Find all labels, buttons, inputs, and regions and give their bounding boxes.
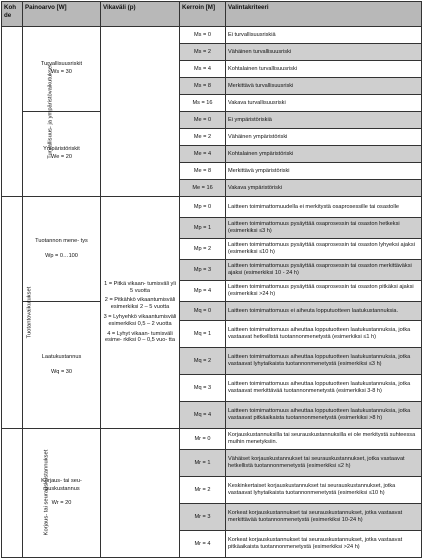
criterion-cell: Merkittävä turvallisuusriski (226, 78, 422, 95)
weight-value: Wr = 20 (51, 500, 72, 507)
category-tuotanto: Tuotantovaikutukset (2, 197, 23, 429)
criterion-cell: Vähäiset korjauskustannukset tai seurauskustannukset, jotka vastaavat hetkellistä tuotannonmenetystä (esimerkiksi ≤2 h) (226, 450, 422, 477)
kerroin-cell: Mq = 1 (180, 321, 226, 348)
table-row (2, 27, 422, 44)
interval-column (101, 197, 180, 429)
weight-name: Korjaus- tai seu- rauskustannus (41, 478, 82, 492)
kerroin-cell: Me = 2 (180, 129, 226, 146)
criterion-cell: Ei ympäristöriskiä (226, 112, 422, 129)
kerroin-cell: Mr = 0 (180, 429, 226, 450)
kerroin-cell: Ms = 4 (180, 61, 226, 78)
criterion-cell: Laitteen toimimattomuudella ei merkitystä osaprosessille tai osastolle (226, 197, 422, 218)
kerroin-cell: Mp = 0 (180, 197, 226, 218)
criterion-cell: Merkittävä ympäristöriski (226, 163, 422, 180)
criterion-cell: Kohtalainen ympäristöriski (226, 146, 422, 163)
interval-empty-bottom (101, 429, 180, 558)
kerroin-cell: Mp = 4 (180, 281, 226, 302)
interval-p2: 2 = Pitkähkö vikaantumisväli esimerkiksi 2 – 5 vuotta (104, 297, 176, 311)
weight-korjauskustannus (23, 429, 101, 558)
criterion-cell: Vähäinen ympäristöriski (226, 129, 422, 146)
weight-value: Wq = 30 (51, 368, 72, 375)
table-header-row (2, 2, 422, 27)
criterion-cell: Laitteen toimimattomuus aiheuttaa lopputuotteen laatukustannuksia, jotka vastaavat pitkäaikaista tuotannonmenetystä (esimerkiksi >8 h) (226, 402, 422, 429)
kerroin-cell: Mr = 1 (180, 450, 226, 477)
kerroin-cell: Mq = 2 (180, 348, 226, 375)
weight-value: Ws = 30 (51, 69, 72, 75)
weight-laatukustannus (23, 302, 101, 429)
kerroin-cell: Ms = 0 (180, 27, 226, 44)
criterion-cell: Laitteen toimimattomuus pysäyttää osaprosessin tai osaston merkittäväksi ajaksi (esimerkiksi 10 - 24 h) (226, 260, 422, 281)
kerroin-cell: Me = 8 (180, 163, 226, 180)
kerroin-cell: Mq = 4 (180, 402, 226, 429)
criterion-cell: Laitteen toimimattomuus aiheuttaa lopputuotteen laatukustannuksia, jotka vastaavat hetkellistä tuotannonmenetystä (esimerkiksi ≤1 h) (226, 321, 422, 348)
header-valintakriteeri: Valintakriteeri (226, 2, 422, 27)
weight-value: We = 20 (51, 154, 72, 160)
criterion-cell: Keskinkertaiset korjauskustannukset tai seurauskustannukset, jotka vastaavat lyhytaikaista tuotannonmenetystä (esimerkiksi ≤10 h) (226, 477, 422, 504)
interval-p4: 4 = Lyhyt vikaan- tumisväli esime- rkiksi 0 – 0,5 vuo- tta (105, 330, 175, 344)
weight-tuotannon-menetys (23, 197, 101, 302)
criticality-table (1, 1, 422, 558)
interval-empty-top (101, 27, 180, 197)
kerroin-cell: Mr = 2 (180, 477, 226, 504)
category-korjaus: Korjaus- tai seurauskustannukset (2, 429, 23, 558)
criterion-cell: Korkeat korjauskustannukset tai seurauskustannukset, jotka vastaavat merkittävää tuotannonmenetystä (esimerkiksi 10-24 h) (226, 504, 422, 531)
criterion-cell: Vähäinen turvallisuusriski (226, 44, 422, 61)
interval-p3: 3 = Lyhyehkö vikaantumisväli esimerkiksi 0,5 – 2 vuotta (103, 314, 177, 327)
kerroin-cell: Mp = 3 (180, 260, 226, 281)
kerroin-cell: Mr = 3 (180, 504, 226, 531)
table-row (2, 112, 422, 129)
table-row (2, 197, 422, 218)
kerroin-cell: Me = 4 (180, 146, 226, 163)
kerroin-cell: Ms = 16 (180, 95, 226, 112)
header-kohde: Koh de (2, 2, 23, 27)
interval-p1: 1 = Pitkä vikaan- tumisväli yli 5 vuotta (104, 280, 176, 294)
kerroin-cell: Me = 0 (180, 112, 226, 129)
kerroin-cell: Ms = 2 (180, 44, 226, 61)
weight-turvallisuusriskit (23, 27, 101, 112)
table-row (2, 429, 422, 450)
category-turvallisuus: Turvallisuus- ja ympäristövaikutukset (2, 27, 23, 197)
criterion-cell: Laitteen toimimattomuus aiheuttaa lopputuotteen laatukustannuksia, jotka vastaavat merkittävää tuotannonmenetystä (esimerkiksi 3-8 h) (226, 375, 422, 402)
criterion-cell: Ei turvallisuusriskiä (226, 27, 422, 44)
criterion-cell: Korjauskustannuksilla tai seurauskustannuksilla ei ole merkitystä suhteessa muihin menetyksiin. (226, 429, 422, 450)
criterion-cell: Kohtalainen turvallisuusriski (226, 61, 422, 78)
weight-value: Wp = 0…100 (45, 252, 78, 259)
header-painoarvo: Painoarvo [W] (23, 2, 101, 27)
kerroin-cell: Mp = 2 (180, 239, 226, 260)
criterion-cell: Laitteen toimimattomuus pysäyttää osaprosessin tai osaston lyhyeksi ajaksi (esimerkiksi ≤10 h) (226, 239, 422, 260)
header-kerroin: Kerroin [M] (180, 2, 226, 27)
criterion-cell: Laitteen toimimattomuus aiheuttaa lopputuotteen laatukustannuksia, jotka vastaavat lyhytaikaista tuotannonmenetystä (esimerkiksi ≤3 h) (226, 348, 422, 375)
criterion-cell: Laitteen toimimattomuus ei aiheuta lopputuotteen laatukustannuksia. (226, 302, 422, 321)
kerroin-cell: Mq = 0 (180, 302, 226, 321)
kerroin-cell: Mr = 4 (180, 531, 226, 558)
header-vikavali: Vikaväli (p) (101, 2, 180, 27)
weight-name: Turvallisuusriskit (40, 61, 83, 68)
weight-name: Ympäristöriskit (43, 146, 80, 153)
criterion-cell: Vakava ympäristöriski (226, 180, 422, 197)
weight-name: Tuotannon mene- tys (35, 237, 88, 244)
weight-ymparistoriskit (23, 112, 101, 197)
criterion-cell: Korkeat korjauskustannukset tai seurauskustannukset, jotka vastaavat pitkäaikaista tuotannonmenetystä (esimerkiksi >24 h) (226, 531, 422, 558)
kerroin-cell: Mp = 1 (180, 218, 226, 239)
criterion-cell: Vakava turvallisuusriski (226, 95, 422, 112)
table-row (2, 302, 422, 321)
weight-name: Laatukustannus (41, 353, 82, 360)
criterion-cell: Laitteen toimimattomuus pysäyttää osaprosessin tai osaston pitkäksi ajaksi (esimerkiksi >24 h) (226, 281, 422, 302)
kerroin-cell: Me = 16 (180, 180, 226, 197)
kerroin-cell: Ms = 8 (180, 78, 226, 95)
kerroin-cell: Mq = 3 (180, 375, 226, 402)
criterion-cell: Laitteen toimimattomuus pysäyttää osaprosessin tai osaston hetkeksi (esimerkiksi ≤3 h) (226, 218, 422, 239)
